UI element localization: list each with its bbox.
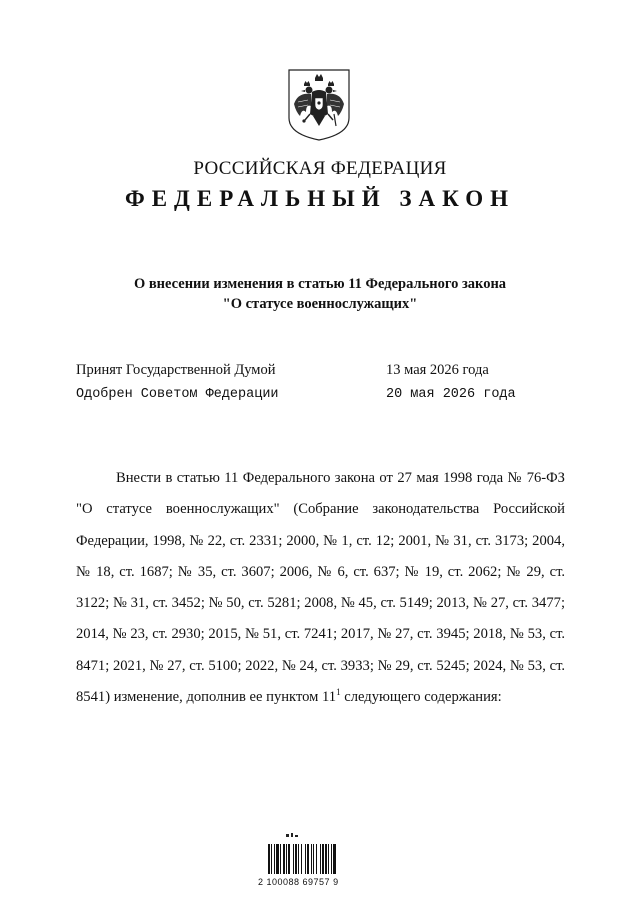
coat-of-arms-emblem: [286, 68, 352, 142]
barcode-bar: [280, 844, 281, 874]
law-type-heading: ФЕДЕРАЛЬНЫЙ ЗАКОН: [124, 186, 516, 211]
barcode-bar: [295, 844, 297, 874]
barcode-bar: [325, 844, 327, 874]
barcode-bar: [313, 844, 314, 874]
barcode-icon: [264, 832, 364, 876]
body-tail-text: следующего содержания:: [340, 689, 502, 706]
article-superscript: 1: [336, 687, 341, 698]
barcode-bar: [307, 844, 309, 874]
barcode-bar: [298, 844, 299, 874]
double-headed-eagle-icon: [286, 68, 352, 142]
barcode-bar: [293, 844, 294, 874]
barcode-bar: [288, 844, 290, 874]
barcode-bar: [271, 844, 272, 874]
barcode-number: 2 100088 69757 9: [258, 877, 339, 887]
law-title-line-1: О внесении изменения в статью 11 Федерального закона: [133, 276, 507, 292]
barcode-bar: [274, 844, 275, 874]
barcode-bar: [320, 844, 321, 874]
law-body-paragraph: [76, 463, 565, 713]
barcode-bar: [316, 844, 317, 874]
law-title-line-2: "О статусе военнослужащих": [222, 296, 418, 312]
barcode-bar: [305, 844, 306, 874]
barcode-bar: [286, 844, 287, 874]
barcode-bar: [301, 844, 302, 874]
barcode-bar: [283, 844, 285, 874]
body-main-text: Внести в статью 11 Федерального закона от 27 мая 1998 года № 76-ФЗ "О статусе военнослужащих" (Собрание законодательства Российской Федерации, 1998, № 22, ст. 2331; 2000, № 1, ст. 12; 2001, № 31, ст. 3173; 2004, № 18, ст. 1687; № 35, ст. 3607; 2006, № 6, ст. 637; № 19, ст. 2062; № 29, ст. 3122; № 31, ст. 3452; № 50, ст. 5281; 2008, № 45, ст. 5149; 2013, № 27, ст. 3477; 2014, № 23, ст. 2930; 2015, № 51, ст. 7241; 2017, № 27, ст. 3945; 2018, № 53, ст. 8471; 2021, № 27, ст. 5100; 2022, № 24, ст. 3933; № 29, ст. 5245; 2024, № 53, ст. 8541) изменение, дополнив ее пунктом 11: [76, 470, 565, 706]
barcode-bar: [268, 844, 270, 874]
barcode-bar: [311, 844, 312, 874]
country-name: РОССИЙСКАЯ ФЕДЕРАЦИЯ: [193, 158, 447, 179]
barcode-bar: [333, 844, 336, 874]
duma-label: Принят Государственной Думой: [76, 362, 276, 378]
barcode-bar: [322, 844, 324, 874]
barcode-bar: [276, 844, 279, 874]
council-label: Одобрен Советом Федерации: [76, 387, 279, 402]
council-date: 20 мая 2026 года: [386, 387, 516, 402]
barcode-bar: [328, 844, 329, 874]
duma-date: 13 мая 2026 года: [386, 362, 489, 378]
barcode-bar: [331, 844, 332, 874]
